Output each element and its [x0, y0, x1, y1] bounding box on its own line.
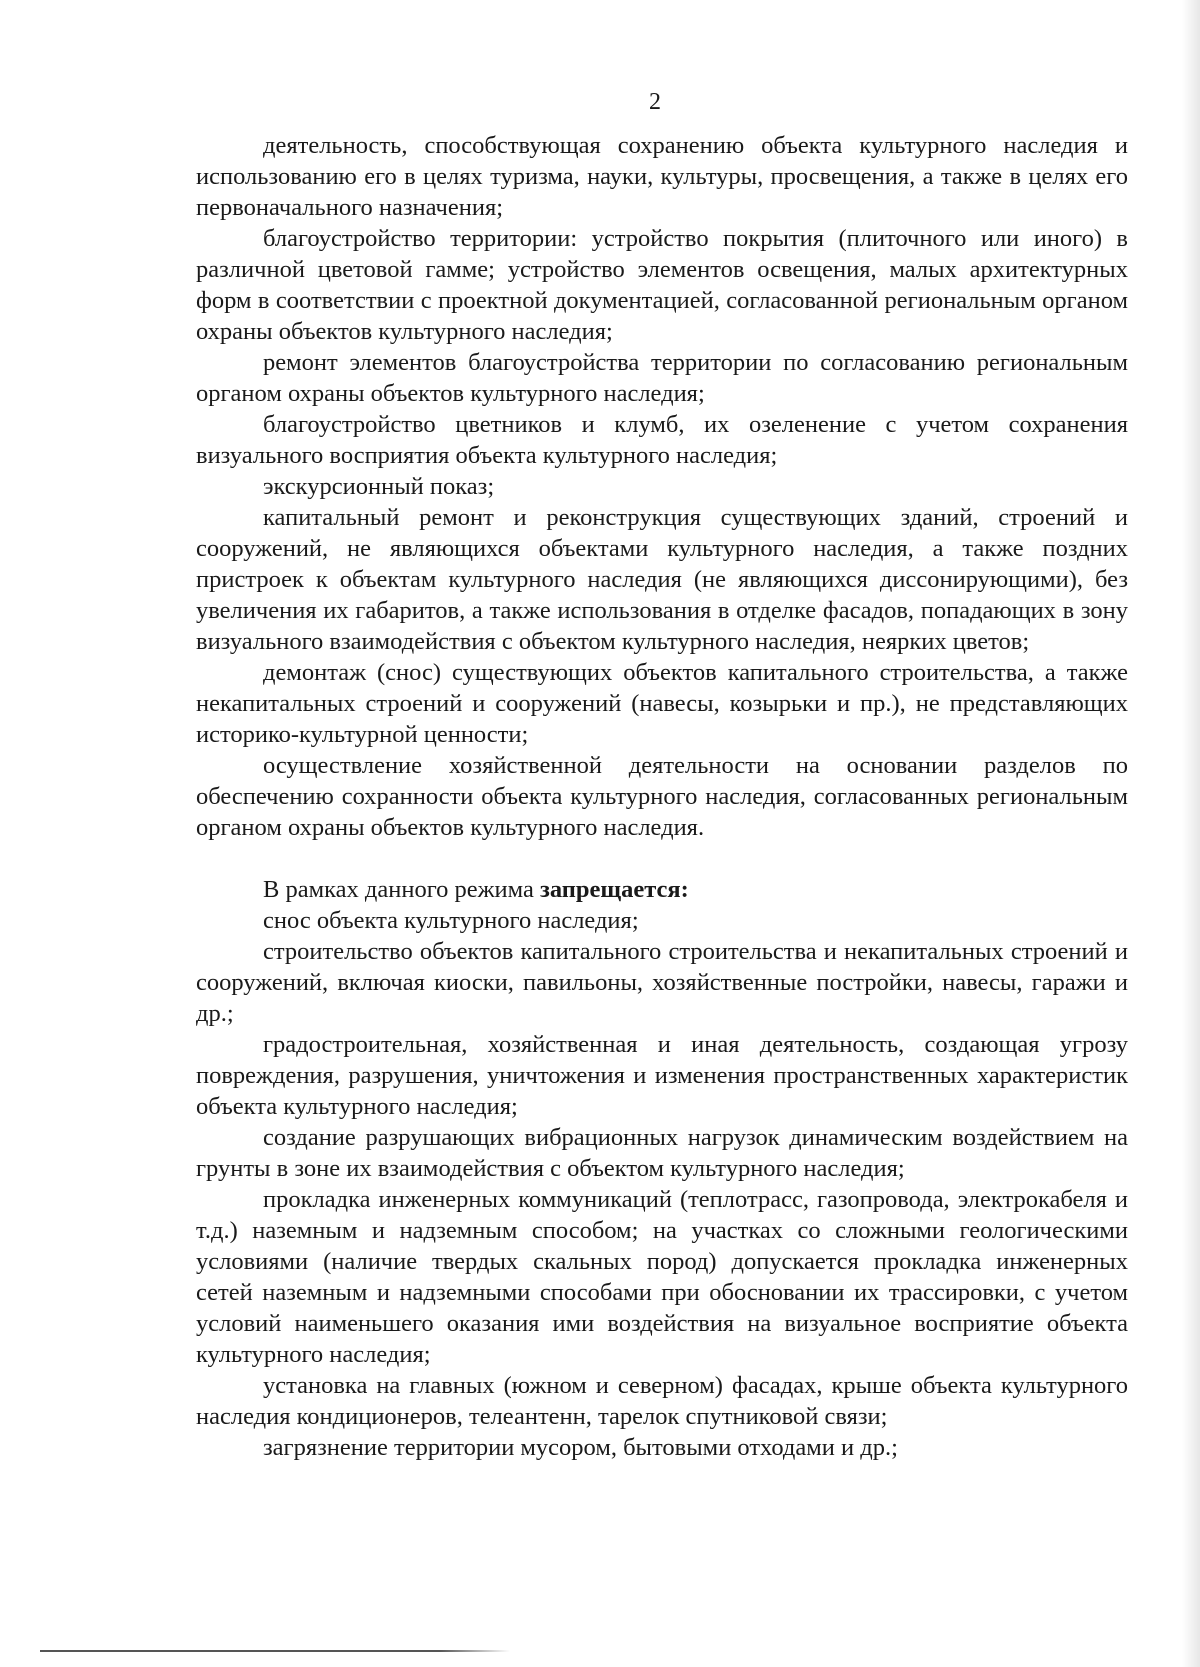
prohibited-intro-emphasis: запрещается:	[540, 876, 689, 903]
paragraph-spacer	[196, 843, 1128, 874]
footer-rule	[40, 1650, 510, 1652]
prohibited-item: прокладка инженерных коммуникаций (теплотрасс, газопровода, электрокабеля и т.д.) наземным и надземным способом; на участках со сложными геологическими условиями (наличие твердых скальных пород) допускается прокладка инженерных сетей наземным и надземными способами при обосновании их трассировки, с учетом условий наименьшего оказания ими воздействия на визуальное восприятие объекта культурного наследия;	[196, 1186, 1128, 1368]
paragraph: осуществление хозяйственной деятельности на основании разделов по обеспечению сохранности объекта культурного наследия, согласованных региональным органом охраны объектов культурного наследия.	[196, 752, 1128, 841]
prohibited-item: градостроительная, хозяйственная и иная деятельность, создающая угрозу повреждения, разрушения, уничтожения и изменения пространственных характеристик объекта культурного наследия;	[196, 1031, 1128, 1120]
paragraph: деятельность, способствующая сохранению объекта культурного наследия и использованию его в целях туризма, науки, культуры, просвещения, а также в целях его первоначального назначения;	[196, 132, 1128, 221]
prohibited-intro-prefix: В рамках данного режима	[263, 876, 541, 903]
prohibited-item: снос объекта культурного наследия;	[263, 907, 639, 934]
paragraph: экскурсионный показ;	[263, 473, 495, 500]
prohibited-item: строительство объектов капитального строительства и некапитальных строений и сооружений, включая киоски, павильоны, хозяйственные постройки, навесы, гаражи и др.;	[196, 938, 1128, 1027]
paragraph: ремонт элементов благоустройства территории по согласованию региональным органом охраны объектов культурного наследия;	[196, 349, 1128, 407]
prohibited-intro	[196, 874, 1128, 905]
prohibited-item: установка на главных (южном и северном) фасадах, крыше объекта культурного наследия кондиционеров, телеантенн, тарелок спутниковой связи;	[196, 1372, 1128, 1430]
paragraph: благоустройство территории: устройство покрытия (плиточного или иного) в различной цветовой гамме; устройство элементов освещения, малых архитектурных форм в соответствии с проектной документацией, согласованной региональным органом охраны объектов культурного наследия;	[196, 225, 1128, 345]
paragraph: благоустройство цветников и клумб, их озеленение с учетом сохранения визуального восприятия объекта культурного наследия;	[196, 411, 1128, 469]
prohibited-item: загрязнение территории мусором, бытовыми отходами и др.;	[263, 1434, 898, 1461]
prohibited-item: создание разрушающих вибрационных нагрузок динамическим воздействием на грунты в зоне их взаимодействия с объектом культурного наследия;	[196, 1124, 1128, 1182]
scan-edge-shadow	[1182, 0, 1200, 1667]
document-body	[196, 130, 1128, 1463]
page-number: 2	[649, 89, 661, 115]
paragraph: капитальный ремонт и реконструкция существующих зданий, строений и сооружений, не являющихся объектами культурного наследия, а также поздних пристроек к объектам культурного наследия (не являющихся диссонирующими), без увеличения их габаритов, а также использования в отделке фасадов, попадающих в зону визуального взаимодействия с объектом культурного наследия, неярких цветов;	[196, 504, 1128, 655]
paragraph: демонтаж (снос) существующих объектов капитального строительства, а также некапитальных строений и сооружений (навесы, козырьки и пр.), не представляющих историко-культурной ценности;	[196, 659, 1128, 748]
